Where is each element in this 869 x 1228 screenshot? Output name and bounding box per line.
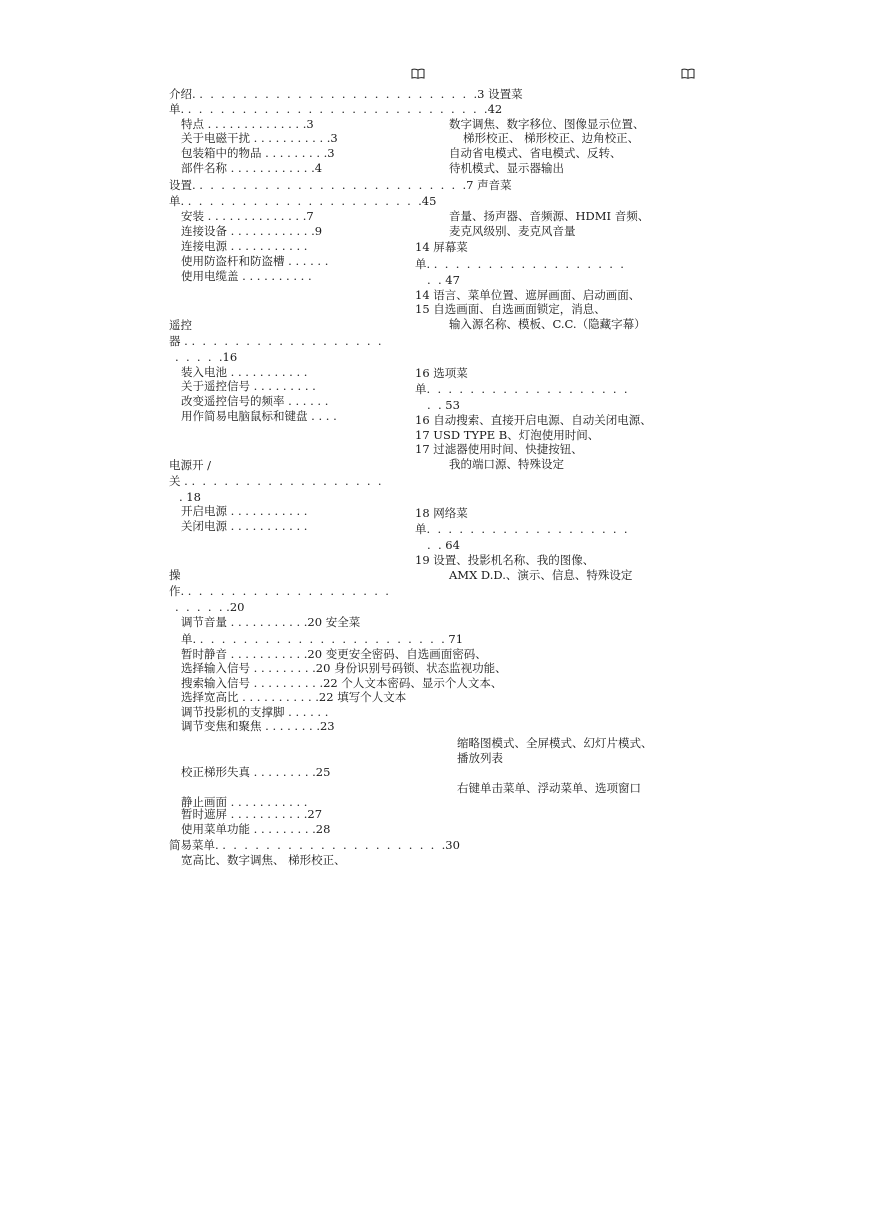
toc-line: 关 . . . . . . . . . . . . . . . . . . . [169,474,382,488]
toc-line: 装入电池 . . . . . . . . . . . [181,365,308,379]
toc-line: 暂时遮屏 . . . . . . . . . . .27 [181,807,323,821]
toc-line: 包装箱中的物品 . . . . . . . . .3 [181,146,335,160]
toc-line: 选择宽高比 . . . . . . . . . . .22 填写个人文本 [181,690,407,704]
toc-line: 器 . . . . . . . . . . . . . . . . . . . [169,334,382,348]
book-icon [411,68,425,78]
toc-line: 单. . . . . . . . . . . . . . . . . . . . . . .45 [169,194,437,208]
toc-line: 调节投影机的支撑脚 . . . . . . [181,705,329,719]
toc-line: 部件名称 . . . . . . . . . . . .4 [181,161,323,175]
toc-line: 用作简易电脑鼠标和键盘 . . . . [181,409,337,423]
toc-line: . 18 [179,490,201,504]
toc-line: 单. . . . . . . . . . . . . . . . . . . [415,522,628,536]
toc-line: 缩略图模式、全屏模式、幻灯片模式、 [457,736,653,750]
toc-line: 17 USD TYPE B、灯泡使用时间、 [415,428,600,442]
toc-line: 设置. . . . . . . . . . . . . . . . . . . . . . . . . .7 声音菜 [169,178,512,192]
toc-line: 18 网络菜 [415,506,468,520]
toc-line: 数字调焦、数字移位、图像显示位置、 [449,117,645,131]
toc-line: 16 自动搜索、直接开启电源、自动关闭电源、 [415,413,652,427]
toc-line: 介绍. . . . . . . . . . . . . . . . . . . . . . . . . . .3 设置菜 [169,87,523,101]
toc-line: 输入源名称、模板、C.C.（隐藏字幕） [449,317,646,331]
toc-line: 14 语言、菜单位置、遮屏画面、启动画面、 [415,288,641,302]
toc-line: 开启电源 . . . . . . . . . . . [181,504,308,518]
toc-line: 调节变焦和聚焦 . . . . . . . .23 [181,719,335,733]
toc-line: . . 47 [427,273,460,287]
toc-line: 改变遥控信号的频率 . . . . . . [181,394,329,408]
toc-line: 17 过滤器使用时间、快捷按钮、 [415,442,583,456]
toc-line: 电源开 / [169,458,212,472]
toc-line: 单. . . . . . . . . . . . . . . . . . . . . . . . 71 [181,632,464,646]
toc-line: 16 选项菜 [415,366,468,380]
toc-line: 作. . . . . . . . . . . . . . . . . . . . [169,584,389,598]
toc-line: 15 自选画面、自选画面锁定，消息、 [415,302,606,316]
toc-line: 我的端口源、特殊设定 [449,457,564,471]
toc-line: 单. . . . . . . . . . . . . . . . . . . . . . . . . . . . .42 [169,102,503,116]
toc-line: 14 屏幕菜 [415,240,468,254]
toc-line: . . 53 [427,398,460,412]
toc-line: . . 64 [427,538,460,552]
toc-line: 安装 . . . . . . . . . . . . . .7 [181,209,314,223]
toc-line: 关闭电源 . . . . . . . . . . . [181,519,308,533]
toc-line: 单. . . . . . . . . . . . . . . . . . . [415,257,624,271]
toc-line: 宽高比、数字调焦、 梯形校正、 [181,853,346,867]
toc-line: 特点 . . . . . . . . . . . . . .3 [181,117,314,131]
toc-line: 使用防盗杆和防盗槽 . . . . . . [181,254,329,268]
toc-line: 右键单击菜单、浮动菜单、选项窗口 [457,781,641,795]
toc-line: 遥控 [169,318,192,332]
toc-line: 梯形校正、 梯形校正、边角校正、 [463,131,640,145]
toc-line: 关于电磁干扰 . . . . . . . . . . .3 [181,131,338,145]
toc-line: 调节音量 . . . . . . . . . . .20 安全菜 [181,615,361,629]
toc-line: 播放列表 [457,751,503,765]
toc-line: 连接电源 . . . . . . . . . . . [181,239,308,253]
toc-line: 连接设备 . . . . . . . . . . . .9 [181,224,323,238]
book-icon [681,68,695,78]
toc-line: . . . . .16 [175,350,238,364]
toc-line: 校正梯形失真 . . . . . . . . .25 [181,765,331,779]
toc-line: 使用电缆盖 . . . . . . . . . . [181,269,312,283]
toc-line: 搜索输入信号 . . . . . . . . . .22 个人文本密码、显示个人文本、 [181,676,503,690]
toc-line: 麦克风级别、麦克风音量 [449,224,576,238]
toc-line: 暂时静音 . . . . . . . . . . .20 变更安全密码、自选画面密码、 [181,647,487,661]
toc-line: AMX D.D.、演示、信息、特殊设定 [449,568,633,582]
toc-line: 自动省电模式、省电模式、反转、 [449,146,622,160]
toc-line: 简易菜单. . . . . . . . . . . . . . . . . . . . . .30 [169,838,460,852]
toc-line: 单. . . . . . . . . . . . . . . . . . . [415,382,628,396]
toc-line: 操 [169,568,181,582]
toc-line: 待机模式、显示器输出 [449,161,564,175]
toc-line: 使用菜单功能 . . . . . . . . .28 [181,822,331,836]
toc-line: 关于遥控信号 . . . . . . . . . [181,379,316,393]
toc-line: . . . . . .20 [175,600,245,614]
toc-line: 静止画面 . . . . . . . . . . . [181,795,308,809]
toc-line: 选择输入信号 . . . . . . . . .20 身份识别号码锁、状态监视功能、 [181,661,507,675]
toc-line: 音量、扬声器、音频源、HDMI 音频、 [449,209,650,223]
toc-line: 19 设置、投影机名称、我的图像、 [415,553,595,567]
